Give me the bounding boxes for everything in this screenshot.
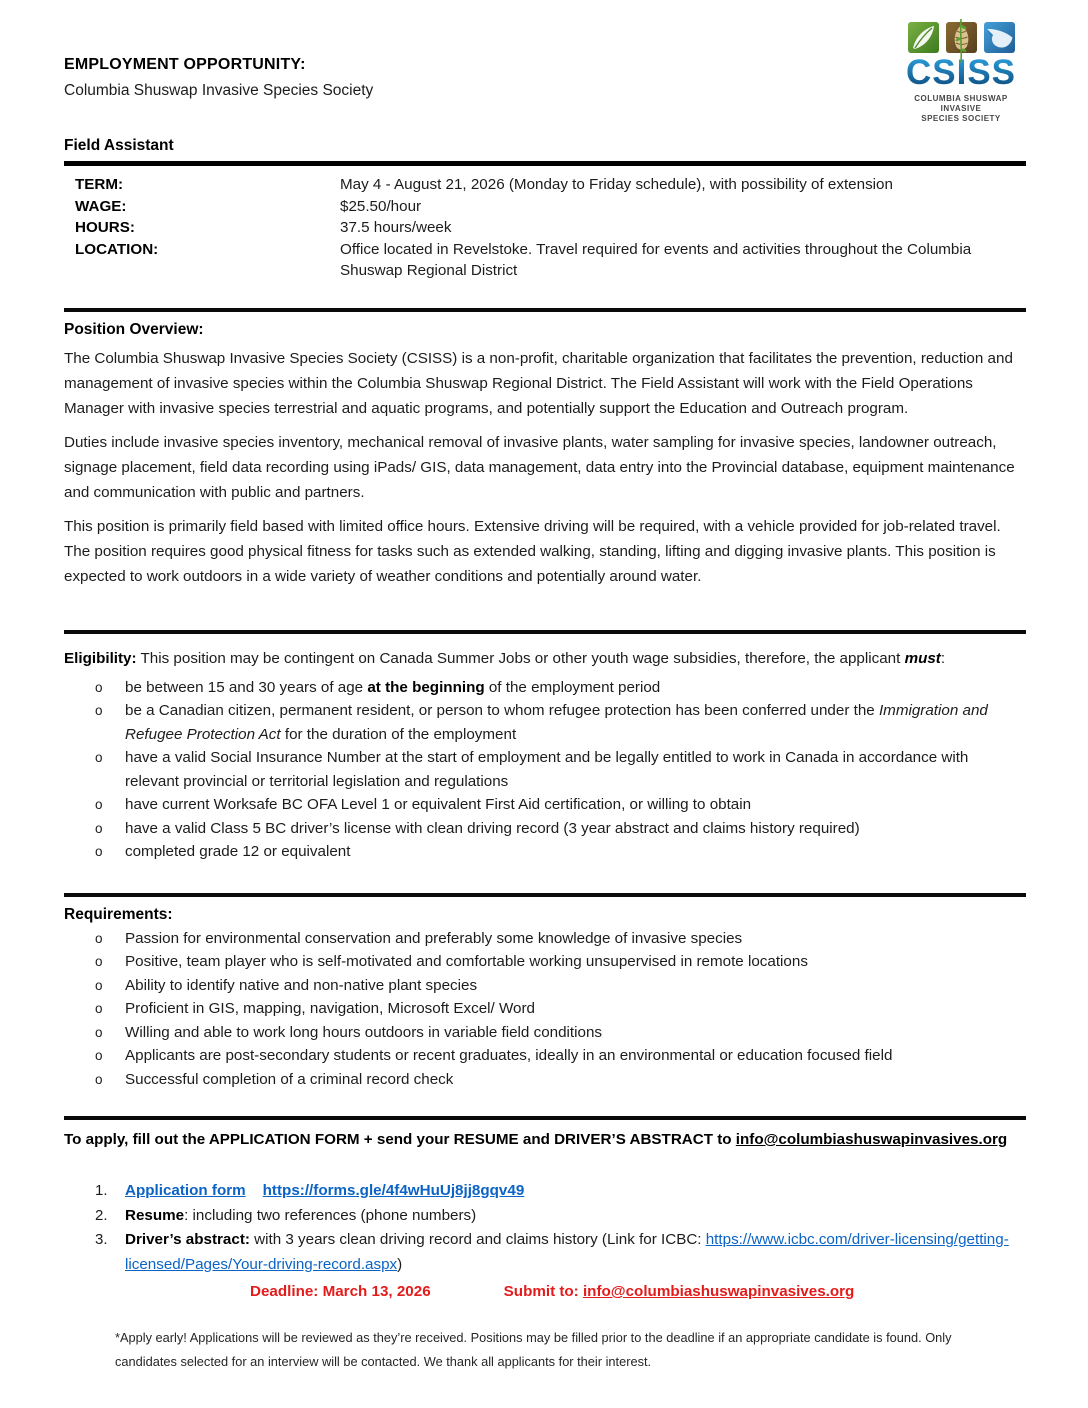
eligibility-item — [64, 676, 1026, 700]
detail-label: LOCATION: — [75, 240, 159, 258]
bullet-marker: o — [95, 679, 103, 695]
bullet-marker: o — [95, 977, 103, 993]
list-item-text — [125, 997, 1026, 1021]
inline-link[interactable]: info@columbiashuswapinvasives.org — [735, 1131, 1008, 1148]
list-item-text — [125, 699, 1026, 746]
apply-steps-list — [64, 1179, 1026, 1277]
requirements-heading: Requirements: — [64, 905, 173, 923]
text-segment: be a Canadian citizen, permanent resident, or person to whom refugee protection has been conferred under the — [125, 702, 879, 719]
text-segment: be between 15 and 30 years of age — [125, 678, 368, 696]
eligibility-item — [64, 699, 1026, 746]
text-segment: ) — [397, 1255, 403, 1273]
list-item-text — [125, 927, 1026, 951]
list-item-text — [125, 1068, 1026, 1092]
list-number: 2. — [95, 1206, 108, 1224]
list-item-text — [125, 793, 1026, 817]
submit-email-link[interactable]: info@columbiashuswapinvasives.org — [582, 1283, 855, 1300]
text-segment: of the employment period — [484, 678, 661, 696]
text-segment: Positive, team player who is self-motivated and comfortable working unsupervised in remote locations — [125, 953, 808, 970]
text-segment: Passion for environmental conservation and preferably some knowledge of invasive species — [125, 929, 743, 947]
inline-link[interactable]: Application form — [125, 1182, 246, 1199]
list-number: 1. — [95, 1182, 108, 1199]
list-number: 3. — [95, 1231, 108, 1248]
eligibility-intro — [64, 647, 1026, 671]
logo-tagline — [902, 94, 1020, 124]
list-item-text — [125, 1204, 1026, 1229]
detail-label: WAGE: — [75, 197, 127, 215]
eligibility-list — [64, 676, 1026, 864]
requirement-item — [64, 950, 1026, 974]
bullet-marker: o — [95, 844, 103, 859]
logo-tagline-line2: SPECIES SOCIETY — [921, 114, 1001, 123]
text-segment: Successful completion of a criminal record check — [125, 1070, 454, 1088]
apply-step — [64, 1204, 1026, 1229]
detail-value: $25.50/hour — [340, 197, 422, 215]
overview-paragraphs — [64, 346, 1026, 589]
requirement-item — [64, 1044, 1026, 1068]
apply-instructions — [64, 1128, 1026, 1152]
fish-icon — [984, 22, 1015, 53]
document-title: EMPLOYMENT OPPORTUNITY: — [64, 56, 306, 73]
requirement-item — [64, 1068, 1026, 1092]
sprig-icon — [954, 18, 968, 64]
bullet-marker: o — [95, 1001, 103, 1016]
text-segment: for the duration of the employment — [280, 725, 517, 743]
csiss-logo — [902, 22, 1020, 124]
apply-step — [64, 1179, 1026, 1204]
detail-value: Office located in Revelstoke. Travel required for events and activities throughout the Columbia Shuswap Regional District — [340, 240, 972, 279]
overview-paragraph: This position is primarily field based with limited office hours. Extensive driving will be required, with a vehicle provided for job-related travel. The position requires good physical fitness for tasks such as extended walking, standing, lifting and digging invasive plants. This position is expected to work outdoors in a wide variety of weather conditions and potentially around water. — [64, 517, 1001, 585]
text-segment: have a valid Class 5 BC driver’s license with clean driving record (3 year abstract and claims history required) — [125, 819, 860, 837]
detail-label: HOURS: — [75, 219, 135, 236]
bullet-marker: o — [95, 1024, 103, 1040]
eligibility-item — [64, 817, 1026, 841]
detail-label: TERM: — [75, 176, 124, 193]
inline-link[interactable]: https://forms.gle/4f4wHuUj8jj8gqv49 — [262, 1182, 525, 1199]
text-segment: completed grade 12 or equivalent — [125, 843, 351, 860]
list-item-text — [125, 950, 1026, 974]
text-segment: : including two references (phone numbers) — [184, 1206, 477, 1224]
list-item-text — [125, 1228, 1026, 1277]
requirement-item — [64, 997, 1026, 1021]
logo-tagline-line1: COLUMBIA SHUSWAP INVASIVE — [914, 94, 1008, 113]
list-item-text — [125, 1179, 1026, 1204]
footnote: *Apply early! Applications will be reviewed as they’re received. Positions may be filled prior to the deadline if an appropriate candidate is found. Only candidates selected for an interview will be contacted. We thank all applicants for their interest. — [115, 1330, 952, 1369]
text-segment: must — [904, 649, 941, 667]
text-segment: have a valid Social Insurance Number at the start of employment and be legally entitled to work in Canada in accordance with relevant provincial or territorial legislation and regulations — [125, 749, 969, 790]
detail-row — [64, 239, 1026, 282]
details-table — [64, 161, 1026, 308]
text-segment: with 3 years clean driving record and claims history (Link for ICBC: — [249, 1231, 706, 1248]
text-segment: Proficient in GIS, mapping, navigation, Microsoft Excel/ Word — [125, 1000, 535, 1017]
text-segment: Ability to identify native and non-native plant species — [125, 976, 478, 994]
text-segment: Resume — [125, 1206, 185, 1224]
deadline-line — [64, 1280, 1026, 1304]
inline-link[interactable]: https://www.icbc.com/driver-licensing/getting-licensed/Pages/Your-driving-record.aspx — [125, 1231, 1009, 1273]
text-segment: Willing and able to work long hours outdoors in variable field conditions — [125, 1023, 602, 1041]
detail-row — [64, 174, 1026, 196]
list-item-text — [125, 1021, 1026, 1045]
requirements-list — [64, 927, 1026, 1092]
list-item-text — [125, 746, 1026, 793]
eligibility-item — [64, 840, 1026, 864]
bullet-marker: o — [95, 1071, 103, 1087]
section-divider — [64, 1116, 1026, 1120]
bullet-marker: o — [95, 1048, 103, 1063]
text-segment: To apply, fill out the APPLICATION FORM + send your RESUME and DRIVER’S ABSTRACT to — [64, 1131, 736, 1148]
text-segment: at the beginning — [367, 678, 485, 696]
eligibility-item — [64, 746, 1026, 793]
list-item-text — [125, 974, 1026, 998]
bullet-marker: o — [95, 750, 103, 765]
bullet-marker: o — [95, 703, 103, 718]
text-segment: Applicants are post-secondary students or recent graduates, ideally in an environmental or education focused field — [125, 1047, 893, 1064]
detail-value: May 4 - August 21, 2026 (Monday to Friday schedule), with possibility of extension — [340, 176, 893, 193]
position-title: Field Assistant — [64, 137, 174, 154]
requirement-item — [64, 1021, 1026, 1045]
text-segment: : — [940, 649, 946, 667]
detail-value: 37.5 hours/week — [340, 219, 452, 236]
text-segment: Eligibility: — [64, 649, 137, 667]
overview-heading: Position Overview: — [64, 320, 204, 338]
requirement-item — [64, 974, 1026, 998]
detail-row — [64, 196, 1026, 218]
csiss-wordmark: CSISS — [902, 55, 1020, 91]
organization-name: Columbia Shuswap Invasive Species Society — [64, 82, 374, 99]
eligibility-item — [64, 793, 1026, 817]
list-item-text — [125, 840, 1026, 864]
text-segment: Immigration and Refugee Protection Act — [125, 702, 988, 743]
deadline-date: Deadline: March 13, 2026 — [250, 1283, 431, 1300]
bullet-marker: o — [95, 930, 103, 946]
section-divider — [64, 893, 1026, 897]
overview-paragraph: The Columbia Shuswap Invasive Species Society (CSISS) is a non-profit, charitable organization that facilitates the prevention, reduction and management of invasive species within the Columbia Shuswap Regional District. The Field Assistant will work with the Field Operations Manager with invasive species terrestrial and aquatic programs, and potentially support the Education and Outreach program. — [64, 349, 1013, 417]
text-segment: have current Worksafe BC OFA Level 1 or equivalent First Aid certification, or willing to obtain — [125, 796, 752, 813]
bullet-marker: o — [95, 797, 103, 812]
bullet-marker: o — [95, 954, 103, 969]
overview-paragraph: Duties include invasive species inventory, mechanical removal of invasive plants, water sampling for invasive species, landowner outreach, signage placement, field data recording using iPads/ GIS, data management, data entry into the Provincial database, equipment maintenance and communication with public and partners. — [64, 433, 1015, 501]
requirement-item — [64, 927, 1026, 951]
apply-step — [64, 1228, 1026, 1277]
bullet-marker: o — [95, 820, 103, 836]
section-divider — [64, 630, 1026, 634]
detail-row — [64, 217, 1026, 239]
submit-label: Submit to: — [503, 1283, 583, 1300]
leaf-icon — [908, 22, 939, 53]
list-item-text — [125, 676, 1026, 700]
list-item-text — [125, 1044, 1026, 1068]
text-segment: This position may be contingent on Canada Summer Jobs or other youth wage subsidies, therefore, the applicant — [136, 649, 905, 667]
list-item-text — [125, 817, 1026, 841]
section-divider — [64, 308, 1026, 312]
text-segment: Driver’s abstract: — [125, 1231, 250, 1248]
